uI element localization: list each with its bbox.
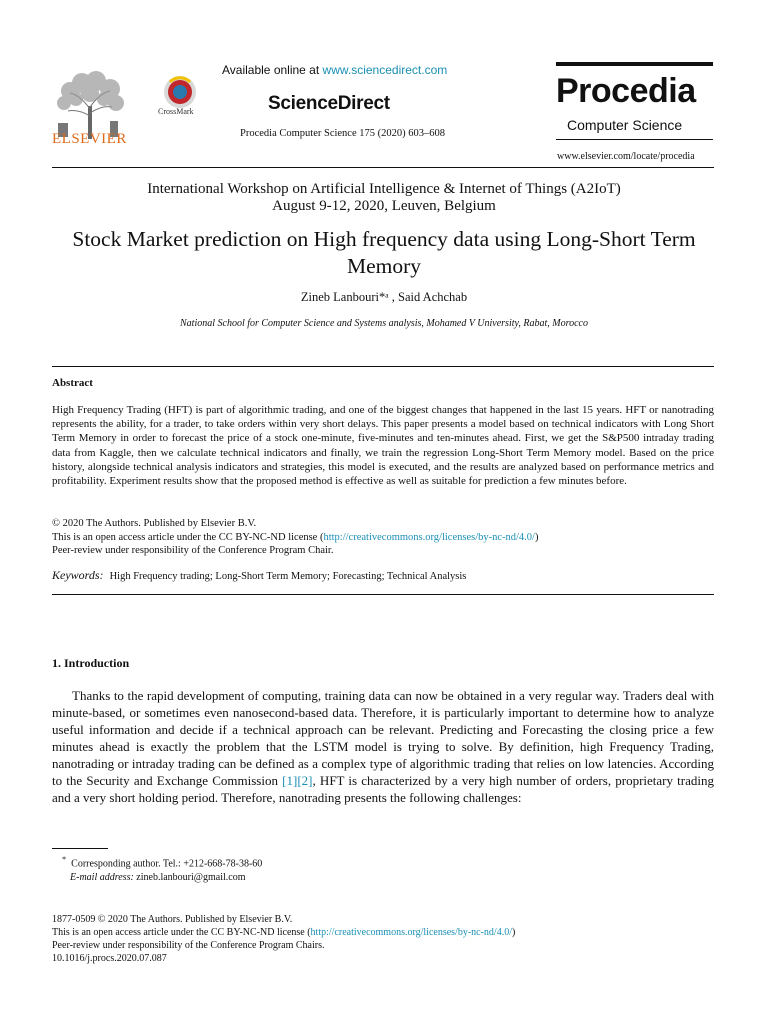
available-online: Available online at www.sciencedirect.com — [222, 63, 448, 77]
footer-peer-review: Peer-review under responsibility of the Conference Program Chairs. — [52, 940, 325, 951]
sciencedirect-wordmark: ScienceDirect — [268, 93, 390, 114]
procedia-subtitle: Computer Science — [567, 117, 683, 133]
sciencedirect-link[interactable]: www.sciencedirect.com — [322, 63, 448, 77]
footnote — [62, 853, 262, 885]
doi[interactable]: 10.1016/j.procs.2020.07.087 — [52, 953, 167, 964]
workshop-name: International Workshop on Artificial Intelligence & Internet of Things (A2IoT) — [147, 181, 621, 197]
keywords — [52, 568, 466, 583]
peer-review-line: Peer-review under responsibility of the Conference Program Chair. — [52, 545, 334, 556]
copyright-block — [52, 517, 714, 558]
citation-link-1[interactable]: [1] — [282, 773, 298, 788]
license-line: This is an open access article under the CC BY-NC-ND license (http://creativecommons.org/licenses/by-nc-nd/4.0/) — [52, 531, 539, 543]
copyright-line: © 2020 The Authors. Published by Elsevier B.V. — [52, 518, 257, 529]
workshop-date: August 9-12, 2020, Leuven, Belgium — [272, 198, 496, 214]
section-heading: 1. Introduction — [52, 656, 130, 670]
paper-title: Stock Market prediction on High frequency data using Long-Short Term Memory — [72, 227, 696, 278]
paper-affiliation: National School for Computer Science and Systems analysis, Mohamed V University, Rabat, Morocco — [180, 318, 588, 329]
abstract-heading: Abstract — [52, 377, 93, 389]
paper-authors: Zineb Lanbouri*ᵃ , Said Achchab — [300, 290, 468, 304]
header-divider — [52, 167, 714, 168]
introduction-body: Thanks to the rapid development of computing, training data can now be obtained in a very regular way. Traders deal with minute-based, or sometimes even nanosecond-based data. Therefore, it is particularly important to determine how to analyze useful information and decide if a technical approach can be relevant. Predicting and Forecasting the closing price a few minutes ahead is exactly the problem that the LSTM model is trying to solve. By definition, high Frequency Trading, nanotrading or intraday trading can be defined as a complex type of algorithmic trading that relies on low latencies. According to the Security and Exchange Commission [1][2], HFT is characterized by a very high number of orders, proprietary trading and a very short holding period. Therefore, nanotrading presents the following challenges: — [52, 688, 714, 805]
abstract-body: High Frequency Trading (HFT) is part of algorithmic trading, and one of the biggest changes that happened in the last 15 years. HFT or nanotrading represents the ability, for a trader, to take orders within very short delays. This paper presents a model based on technical indicators with Long Short Term Memory in order to forecast the price of a stock one-minute, five-minutes and ten-minutes ahead. First, we get the S&P500 intraday trading data from Kaggle, then we calculate technical indicators and finally, we train the regression Long-Short Term Memory model. Based on the price history, alongside technical analysis indicators and strategies, this model is executed, and the results are analyzed based on performance metrics and profitability. Experiment results show that the proposed method is effective as well as suitable for prediction a few minutes before. — [52, 404, 714, 488]
procedia-wordmark: Procedia — [556, 72, 696, 110]
issn-copyright: 1877-0509 © 2020 The Authors. Published by Elsevier B.V. — [52, 914, 293, 925]
keywords-list: High Frequency trading; Long-Short Term Memory; Forecasting; Technical Analysis — [109, 571, 467, 582]
corresponding-author: * Corresponding author. Tel.: +212-668-78-38-60 — [62, 855, 263, 870]
footnote-rule — [52, 848, 108, 849]
email-line: E-mail address: zineb.lanbouri@gmail.com — [70, 872, 246, 884]
citation-link-2[interactable]: [2] — [297, 773, 313, 788]
footer-license-link[interactable]: http://creativecommons.org/licenses/by-nc-nd/4.0/ — [310, 927, 512, 938]
abstract-top-rule — [52, 366, 714, 367]
procedia-divider — [556, 139, 713, 140]
journal-url[interactable]: www.elsevier.com/locate/procedia — [557, 151, 695, 162]
license-link[interactable]: http://creativecommons.org/licenses/by-nc-nd/4.0/ — [323, 531, 535, 543]
footer — [52, 913, 515, 965]
footer-license: This is an open access article under the CC BY-NC-ND license (http://creativecommons.org/licenses/by-nc-nd/4.0/) — [52, 927, 516, 938]
keywords-label: Keywords: — [52, 568, 104, 582]
crossmark-label: CrossMark — [158, 107, 194, 116]
elsevier-wordmark: ELSEVIER — [52, 131, 127, 147]
journal-reference: Procedia Computer Science 175 (2020) 603–608 — [240, 128, 445, 139]
abstract-bottom-rule — [52, 594, 714, 595]
procedia-top-bar — [556, 62, 713, 66]
